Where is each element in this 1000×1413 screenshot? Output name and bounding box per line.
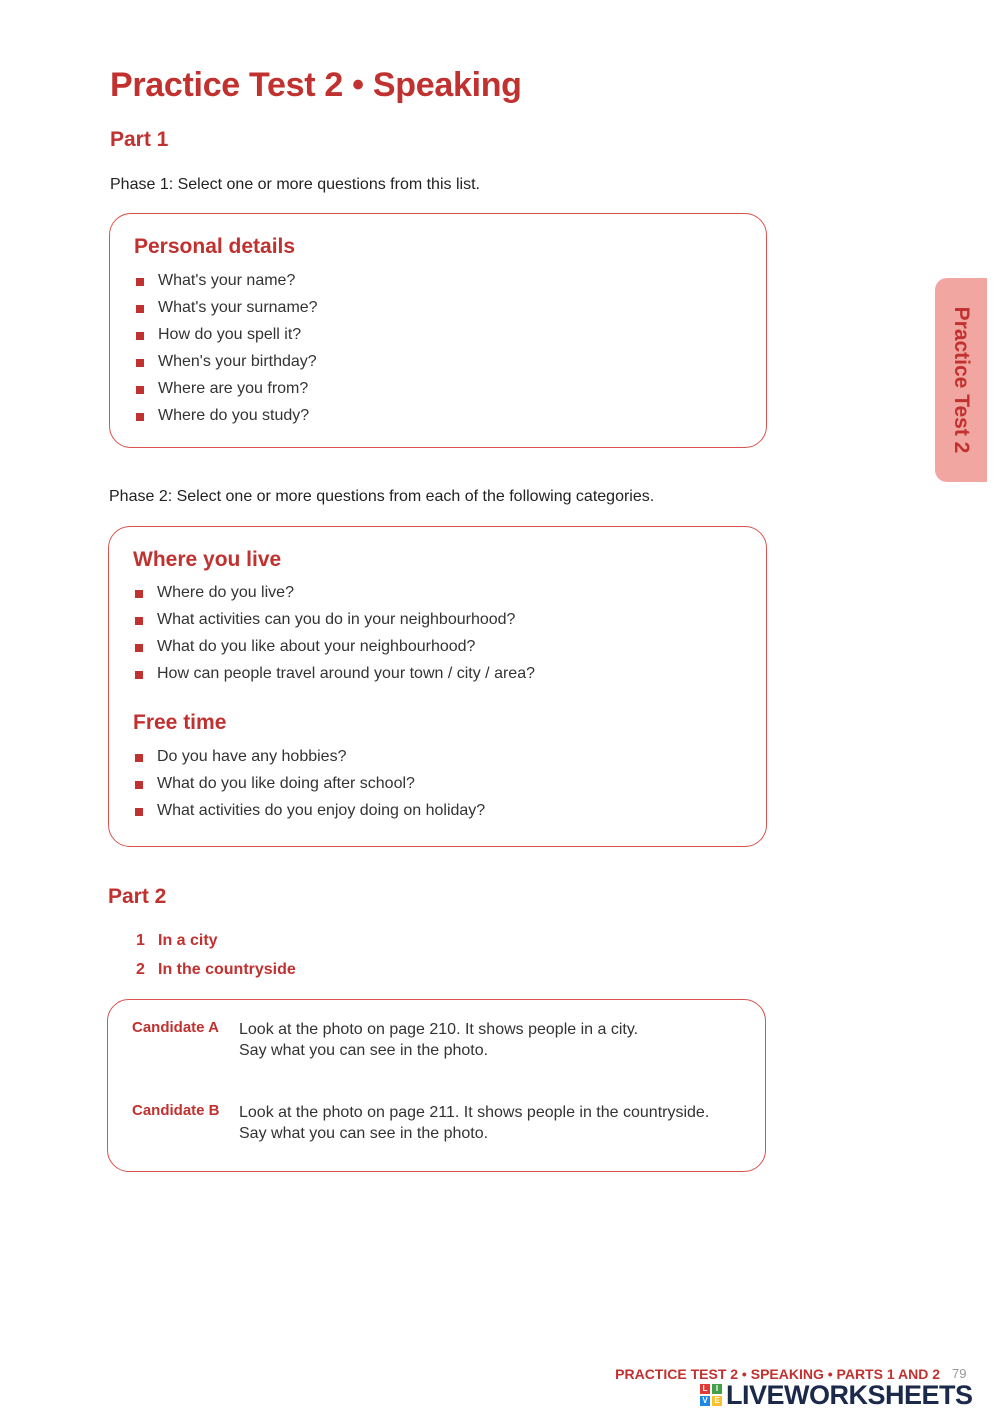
square-bullet-icon <box>135 644 143 652</box>
personal-details-list <box>134 271 318 433</box>
square-bullet-icon <box>136 359 144 367</box>
list-item: What activities do you enjoy doing on holiday? <box>133 801 485 828</box>
list-item: What's your surname? <box>134 298 318 325</box>
square-bullet-icon <box>136 413 144 421</box>
part2-heading: Part 2 <box>108 885 167 908</box>
personal-details-heading: Personal details <box>134 235 296 258</box>
candidates-box <box>107 999 766 1172</box>
candidate-b-label: Candidate B <box>132 1102 220 1119</box>
list-item: Where do you study? <box>134 406 318 433</box>
list-item: What do you like about your neighbourhood? <box>133 637 535 664</box>
list-item: What's your name? <box>134 271 318 298</box>
part2-item-1: 1 In a city <box>136 932 218 949</box>
list-item: Where do you live? <box>133 583 535 610</box>
page-number: 79 <box>952 1366 967 1381</box>
personal-details-box <box>109 213 767 448</box>
candidate-a-instructions: Look at the photo on page 210. It shows people in a city. Say what you can see in the photo. <box>239 1021 639 1059</box>
where-you-live-heading: Where you live <box>133 548 282 571</box>
list-item: When's your birthday? <box>134 352 318 379</box>
liveworksheets-logo-icon: L I V E <box>700 1384 722 1406</box>
list-item: Where are you from? <box>134 379 318 406</box>
list-item: Do you have any hobbies? <box>133 747 485 774</box>
liveworksheets-logo-text: LIVEWORKSHEETS <box>726 1379 973 1410</box>
free-time-heading: Free time <box>133 711 227 734</box>
square-bullet-icon <box>135 808 143 816</box>
footer-running-head: PRACTICE TEST 2 • SPEAKING • PARTS 1 AND 2 <box>615 1366 940 1382</box>
where-you-live-box <box>108 526 767 847</box>
list-item: How can people travel around your town / city / area? <box>133 664 535 691</box>
side-tab <box>935 278 987 482</box>
phase1-instruction: Phase 1: Select one or more questions from this list. <box>110 176 480 193</box>
part1-heading: Part 1 <box>110 128 169 151</box>
phase2-instruction: Phase 2: Select one or more questions from each of the following categories. <box>109 488 655 505</box>
candidate-b-instructions: Look at the photo on page 211. It shows people in the countryside. Say what you can see in the photo. <box>239 1104 710 1142</box>
part2-item-2: 2 In the countryside <box>136 961 296 978</box>
list-item: What activities can you do in your neighbourhood? <box>133 610 535 637</box>
side-tab-label: Practice Test 2 <box>950 306 973 454</box>
square-bullet-icon <box>136 386 144 394</box>
square-bullet-icon <box>136 305 144 313</box>
candidate-a-label: Candidate A <box>132 1019 219 1036</box>
list-item: What do you like doing after school? <box>133 774 485 801</box>
square-bullet-icon <box>136 332 144 340</box>
list-item: How do you spell it? <box>134 325 318 352</box>
square-bullet-icon <box>135 671 143 679</box>
page-title: Practice Test 2 • Speaking <box>110 66 522 104</box>
square-bullet-icon <box>136 278 144 286</box>
free-time-list <box>133 747 485 828</box>
square-bullet-icon <box>135 590 143 598</box>
liveworksheets-logo <box>700 1380 973 1410</box>
square-bullet-icon <box>135 617 143 625</box>
square-bullet-icon <box>135 781 143 789</box>
where-you-live-list <box>133 583 535 691</box>
square-bullet-icon <box>135 754 143 762</box>
